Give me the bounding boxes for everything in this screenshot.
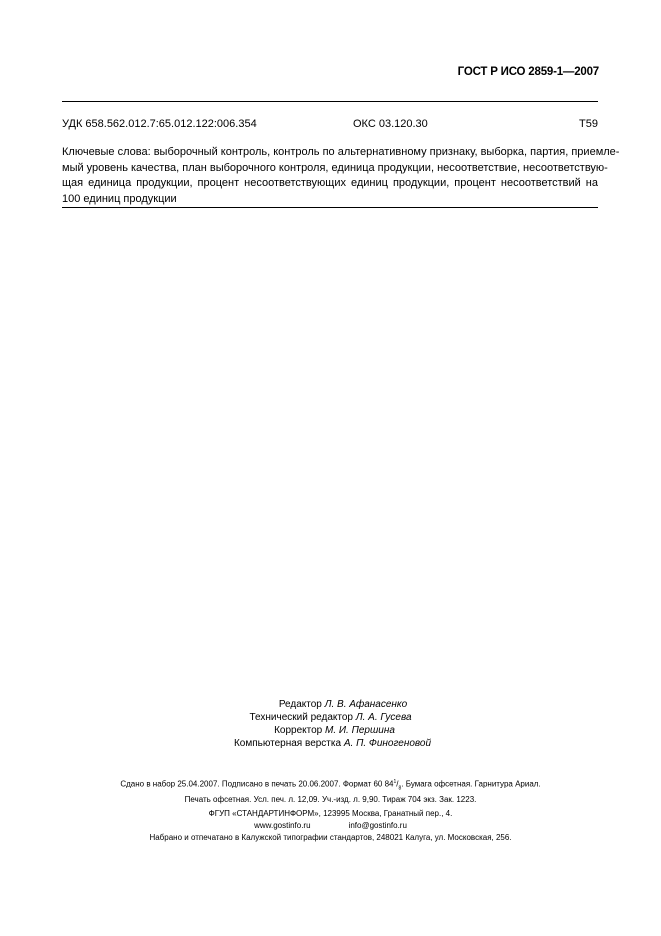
layout-label: Компьютерная верстка bbox=[233, 738, 342, 749]
layout-credit bbox=[0, 737, 661, 750]
keywords-line: щая единица продукции, процент несоответствующих единиц продукции, процент несоответствий на bbox=[62, 177, 598, 189]
print-info-line-2: Печать офсетная. Усл. печ. л. 12,09. Уч.-изд. л. 9,90. Тираж 704 экз. Зак. 1223. bbox=[184, 795, 477, 805]
publisher-address: ФГУП «СТАНДАРТИНФОРМ», 123995 Москва, Гранатный пер., 4. bbox=[208, 809, 453, 818]
publisher-email: info@gostinfo.ru bbox=[348, 821, 407, 830]
udk-code: УДК 658.562.012.7:65.012.122:006.354 bbox=[62, 118, 257, 130]
print-info-block bbox=[0, 776, 661, 806]
top-divider bbox=[62, 101, 598, 102]
keywords-line: мый уровень качества, план выборочного контроля, единица продукции, несоответствие, несоответствую- bbox=[62, 161, 608, 174]
publisher-block bbox=[0, 808, 661, 844]
credits-block bbox=[0, 698, 661, 750]
keywords-paragraph bbox=[62, 145, 620, 207]
group-code: Т59 bbox=[579, 118, 598, 130]
oks-code: ОКС 03.120.30 bbox=[353, 118, 428, 130]
tech-editor-credit bbox=[0, 711, 661, 724]
classification-row bbox=[62, 118, 598, 132]
print-info-line-1: Сдано в набор 25.04.2007. Подписано в печать 20.06.2007. Формат 60 $84^1/_8$. Бумага офсетная. Гарнитура Ариал. bbox=[120, 779, 541, 792]
document-code: ГОСТ Р ИСО 2859-1—2007 bbox=[457, 66, 599, 78]
editor-name: Л. В. Афанасенко bbox=[324, 699, 408, 710]
publisher-contacts bbox=[0, 820, 661, 832]
corrector-label: Корректор bbox=[274, 725, 323, 736]
editor-label: Редактор bbox=[278, 699, 322, 710]
print-info-text-b: . Бумага офсетная. Гарнитура Ариал. bbox=[401, 779, 541, 789]
layout-name: А. П. Финогеновой bbox=[343, 738, 432, 749]
tech-editor-label: Технический редактор bbox=[249, 712, 353, 723]
publisher-website: www.gostinfo.ru bbox=[254, 821, 311, 830]
printer-info: Набрано и отпечатано в Калужской типографии стандартов, 248021 Калуга, ул. Московская, 256. bbox=[149, 833, 512, 842]
tech-editor-name: Л. А. Гусева bbox=[355, 712, 412, 723]
keywords-line: 100 единиц продукции bbox=[62, 192, 177, 205]
corrector-credit bbox=[0, 724, 661, 737]
editor-credit bbox=[0, 698, 661, 711]
format-numerator: 1 bbox=[393, 779, 397, 785]
format-denominator: 8 bbox=[398, 785, 402, 792]
corrector-name: М. И. Першина bbox=[325, 725, 395, 736]
print-info-text-a: Сдано в набор 25.04.2007. Подписано в печать 20.06.2007. Формат 60 84 bbox=[120, 779, 394, 789]
bottom-divider bbox=[62, 207, 598, 208]
keywords-line: Ключевые слова: выборочный контроль, контроль по альтернативному признаку, выборка, партия, приемле- bbox=[62, 146, 620, 158]
